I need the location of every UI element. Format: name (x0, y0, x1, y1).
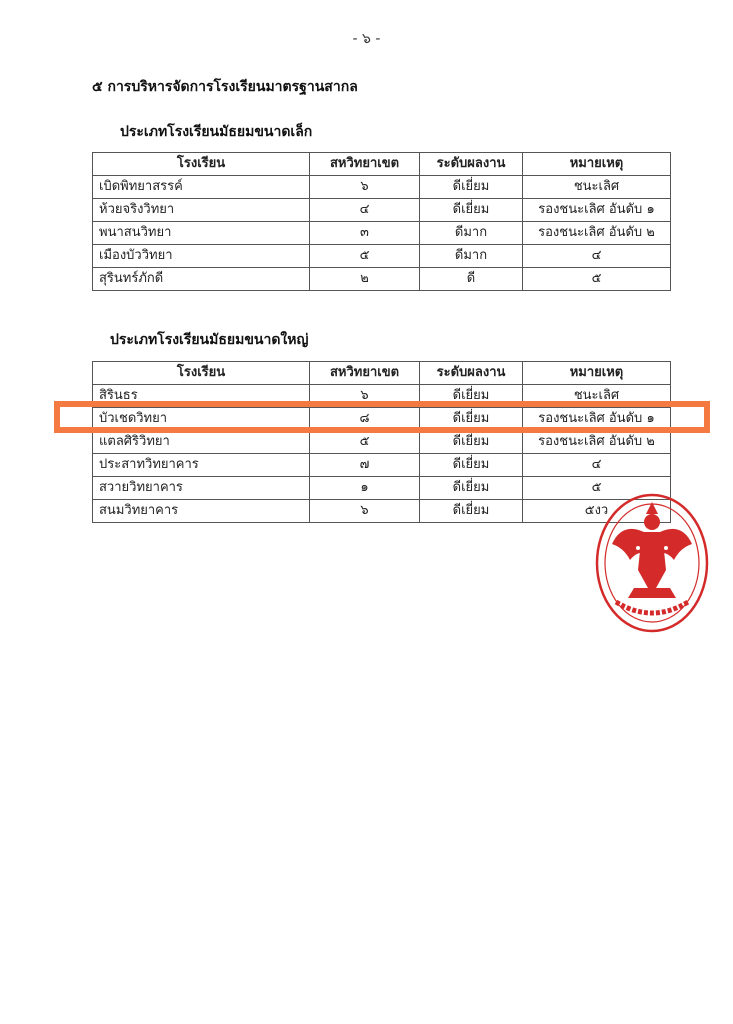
school-name: ห้วยจริงวิทยา (93, 199, 310, 222)
remark: รองชนะเลิศ อันดับ ๑ (523, 408, 671, 431)
table-row (93, 199, 671, 222)
table-row (93, 500, 671, 523)
remark: ๔ (523, 454, 671, 477)
school-name: สนมวิทยาคาร (93, 500, 310, 523)
school-name: เมืองบัววิทยา (93, 245, 310, 268)
school-name: เบิดพิทยาสรรค์ (93, 176, 310, 199)
small-schools-table (92, 152, 671, 291)
performance-level: ดีเยี่ยม (420, 454, 523, 477)
column-header: โรงเรียน (93, 153, 310, 176)
performance-level: ดี (420, 268, 523, 291)
column-header: หมายเหตุ (523, 362, 671, 385)
table-row (93, 222, 671, 245)
district-number: ๒ (310, 268, 420, 291)
remark: ๕งว (523, 500, 671, 523)
column-header: ระดับผลงาน (420, 362, 523, 385)
district-number: ๖ (310, 385, 420, 408)
remark: ชนะเลิศ (523, 385, 671, 408)
table-header-row (93, 153, 671, 176)
performance-level: ดีเยี่ยม (420, 176, 523, 199)
performance-level: ดีมาก (420, 222, 523, 245)
section-title: ๕ การบริหารจัดการโรงเรียนมาตรฐานสากล (92, 79, 358, 95)
school-name: พนาสนวิทยา (93, 222, 310, 245)
table-row (93, 454, 671, 477)
table-row (93, 245, 671, 268)
school-name: สิรินธร (93, 385, 310, 408)
remark: ๔ (523, 245, 671, 268)
district-number: ๗ (310, 454, 420, 477)
performance-level: ดีเยี่ยม (420, 385, 523, 408)
performance-level: ดีมาก (420, 245, 523, 268)
table-row (93, 431, 671, 454)
column-header: ระดับผลงาน (420, 153, 523, 176)
page-number: - ๖ - (352, 31, 381, 47)
district-number: ๕ (310, 431, 420, 454)
garuda-seal-icon (594, 492, 710, 634)
school-name: บัวเชดวิทยา (93, 408, 310, 431)
table-row (93, 268, 671, 291)
school-name: สวายวิทยาคาร (93, 477, 310, 500)
district-number: ๑ (310, 477, 420, 500)
remark: ๕ (523, 268, 671, 291)
school-name: แตลศิริวิทยา (93, 431, 310, 454)
school-name: สุรินทร์ภักดี (93, 268, 310, 291)
table-header-row (93, 362, 671, 385)
performance-level: ดีเยี่ยม (420, 500, 523, 523)
district-number: ๖ (310, 176, 420, 199)
district-number: ๕ (310, 245, 420, 268)
column-header: โรงเรียน (93, 362, 310, 385)
district-number: ๔ (310, 199, 420, 222)
district-number: ๘ (310, 408, 420, 431)
performance-level: ดีเยี่ยม (420, 431, 523, 454)
district-number: ๖ (310, 500, 420, 523)
remark: ชนะเลิศ (523, 176, 671, 199)
column-header: สหวิทยาเขต (310, 153, 420, 176)
performance-level: ดีเยี่ยม (420, 477, 523, 500)
remark: รองชนะเลิศ อันดับ ๒ (523, 222, 671, 245)
remark: รองชนะเลิศ อันดับ ๒ (523, 431, 671, 454)
performance-level: ดีเยี่ยม (420, 408, 523, 431)
highlight-box (54, 401, 710, 433)
district-number: ๓ (310, 222, 420, 245)
table-row (93, 477, 671, 500)
large-schools-table (92, 361, 671, 523)
remark: ๕ (523, 477, 671, 500)
column-header: สหวิทยาเขต (310, 362, 420, 385)
small-schools-title: ประเภทโรงเรียนมัธยมขนาดเล็ก (120, 124, 313, 140)
large-schools-title: ประเภทโรงเรียนมัธยมขนาดใหญ่ (110, 332, 309, 348)
column-header: หมายเหตุ (523, 153, 671, 176)
school-name: ประสาทวิทยาคาร (93, 454, 310, 477)
performance-level: ดีเยี่ยม (420, 199, 523, 222)
table-row (93, 176, 671, 199)
remark: รองชนะเลิศ อันดับ ๑ (523, 199, 671, 222)
